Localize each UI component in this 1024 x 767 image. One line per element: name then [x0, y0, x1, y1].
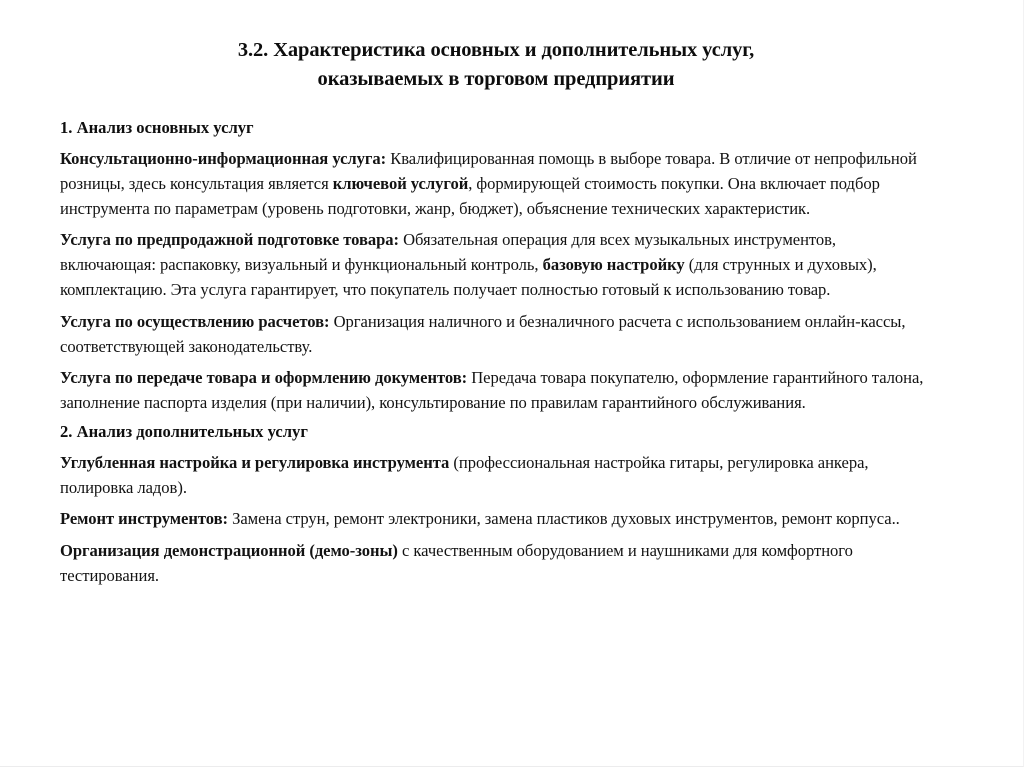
service-paragraph-repair [60, 507, 932, 532]
service-lead-label: Ремонт инструментов: [60, 509, 228, 529]
service-body-text-2: (для струнных и духовых), комплектацию. Эта услуга гарантирует, что покупатель получает полностью готовый к использованию товар. [60, 255, 877, 299]
service-lead-label: Услуга по передаче товара и оформлению документов: [60, 368, 468, 388]
service-body-text-1: (профессиональная настройка гитары, регулировка анкера, полировка ладов). [60, 452, 869, 497]
service-body-text-1: Квалифицированная помощь в выборе товара. В отличие от непрофильной розницы, здесь консультация является [60, 149, 917, 193]
section-heading-main-services: 1. Анализ основных услуг [60, 118, 254, 138]
service-body-text-1: Замена струн, ремонт электроники, замена пластиков духовых инструментов, ремонт корпуса.. [227, 509, 900, 529]
service-body-text-1: с качественным оборудованием и наушниками для комфортного тестирования. [60, 541, 853, 585]
service-body-text-2: , формирующей стоимость покупки. Она включает подбор инструмента по параметрам (уровень подготовки, жанр, бюджет), объяснение технических характеристик. [60, 173, 880, 218]
service-emphasis: ключевой услугой [332, 173, 469, 193]
page-title [60, 36, 932, 94]
service-paragraph-consulting [60, 147, 932, 221]
service-paragraph-deep-setup [60, 451, 932, 501]
service-lead-label: Консультационно-информационная услуга: [60, 149, 387, 169]
document-body [60, 36, 932, 596]
service-lead-label: Организация демонстрационной (демо-зоны) [60, 541, 398, 561]
service-paragraph-handover-docs [60, 366, 932, 416]
service-emphasis: базовую настройку [542, 255, 685, 275]
service-lead-label: Услуга по предпродажной подготовке товара: [60, 230, 400, 250]
service-paragraph-payments [60, 310, 932, 360]
section-heading-additional-services: 2. Анализ дополнительных услуг [60, 421, 308, 441]
service-lead-label: Услуга по осуществлению расчетов: [60, 311, 330, 331]
service-body-text-1: Организация наличного и безналичного расчета с использованием онлайн-кассы, соответствующей законодательству. [60, 311, 906, 356]
service-paragraph-presale-prep [60, 228, 932, 302]
service-body-text-1: Обязательная операция для всех музыкальных инструментов, включающая: распаковку, визуальный и функциональный контроль, [60, 230, 837, 275]
service-lead-label: Углубленная настройка и регулировка инструмента [60, 452, 450, 472]
service-paragraph-demo-zone [60, 539, 932, 589]
page-title-line-1: 3.2. Характеристика основных и дополнительных услуг, [237, 39, 755, 61]
service-body-text-1: Передача товара покупателю, оформление гарантийного талона, заполнение паспорта изделия (при наличии), консультирование по правилам гарантийного обслуживания. [60, 368, 924, 413]
page-title-line-2: оказываемых в торговом предприятии [317, 68, 675, 91]
